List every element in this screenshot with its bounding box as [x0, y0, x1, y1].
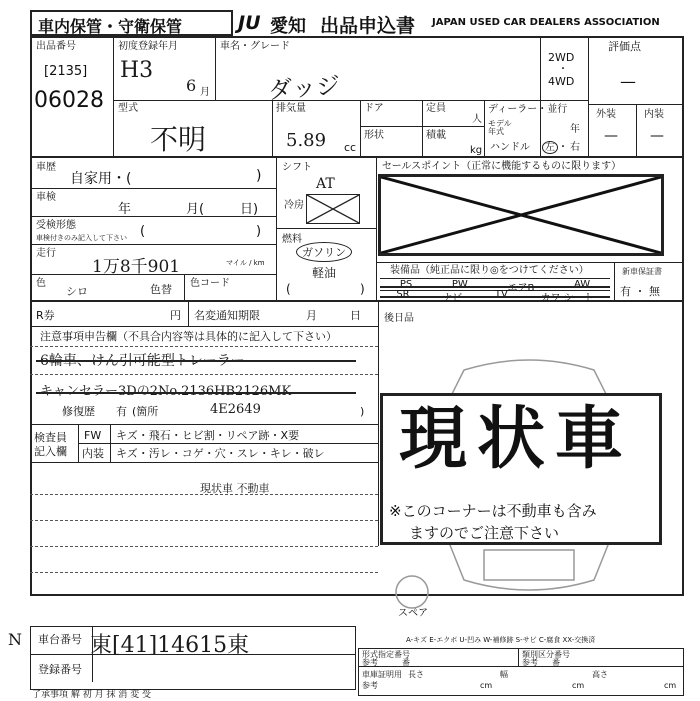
- divider: [614, 262, 615, 300]
- fw-label: FW: [84, 429, 102, 442]
- divider: [360, 100, 361, 156]
- cert-ref: 参考: [362, 681, 378, 690]
- form-spec-sub: 番: [402, 658, 410, 667]
- equip-leather[interactable]: カワ シート: [540, 293, 594, 304]
- color-change-label: 色替: [150, 283, 172, 296]
- width-label: 幅: [500, 670, 508, 679]
- equip-sr[interactable]: SR: [396, 289, 410, 300]
- usage-close: ): [256, 168, 262, 184]
- cross-icon: [307, 195, 359, 223]
- logo-mark: JU: [238, 12, 261, 34]
- spare-label: スペア: [398, 608, 428, 619]
- first-reg-label: 初度登録年月: [118, 41, 178, 52]
- divider: [540, 36, 541, 156]
- exterior-label: 外装: [596, 109, 616, 120]
- interior-label: 内装: [644, 109, 664, 120]
- equipment-label: 装備品（純正品に限り◎をつけてください）: [390, 265, 589, 276]
- divider: [636, 104, 637, 156]
- equip-airbag[interactable]: エアB: [507, 283, 535, 294]
- repair-value[interactable]: 有: [116, 405, 127, 418]
- inspector-remark: 現状車 不動車: [200, 482, 270, 495]
- color-code-label: 色コード: [190, 278, 230, 289]
- month-unit: 月: [200, 87, 210, 98]
- inspection-day: 日): [240, 202, 259, 217]
- equip-navi[interactable]: ナビ: [442, 293, 463, 304]
- name-change-month: 月: [306, 309, 317, 322]
- divider: [78, 443, 378, 444]
- category-label: 類別区分番号: [522, 650, 570, 659]
- storage-type: 車内保管・守衛保管: [38, 17, 183, 36]
- chassis-value: 東[41]14615東: [90, 633, 250, 658]
- divider: [272, 100, 273, 156]
- bottom-row: 了承事項 解 初 月 抹 消 変 受: [32, 690, 152, 700]
- usage-label: 車歴: [36, 162, 56, 173]
- r-ticket-unit: 円: [170, 309, 181, 322]
- category-ref: 参考: [522, 658, 538, 667]
- divider: [484, 100, 485, 156]
- drive-4wd: 4WD: [548, 75, 575, 88]
- inspection-form-open: (: [140, 224, 146, 239]
- divider: [378, 300, 379, 546]
- status-box: [380, 393, 662, 545]
- ac-label: 冷房: [284, 200, 304, 211]
- reg-month: 6: [186, 76, 197, 95]
- divider: [422, 100, 423, 156]
- divider: [30, 462, 378, 463]
- model-year-sub: 年式: [488, 127, 504, 136]
- divider: [360, 126, 484, 127]
- payload-unit: kg: [470, 145, 483, 156]
- drive-dot: ・: [558, 64, 568, 75]
- shift-value: AT: [316, 176, 335, 192]
- divider: [30, 188, 276, 189]
- strike: [36, 360, 356, 362]
- inspection-year: 年: [118, 202, 132, 217]
- notes-line1: 6輪車、けん引可能型トレーラー: [40, 353, 245, 369]
- handle-right[interactable]: 右: [570, 142, 580, 153]
- warranty-label: 新車保証書: [622, 267, 662, 276]
- car-name: ダッジ: [267, 71, 342, 105]
- divider: [376, 156, 377, 300]
- sales-points-crossed: [378, 174, 664, 256]
- dealer-label: ディーラー・並行: [488, 104, 568, 115]
- notes-line2: キャンセラー3Dの2No.2136HB2126MK: [40, 384, 292, 399]
- divider: [113, 100, 588, 101]
- chassis-label: 車台番号: [38, 633, 82, 646]
- category-sub: 番: [552, 658, 560, 667]
- status-note-line1: ※このコーナーは不動車も含み: [389, 502, 597, 520]
- mileage-unit: マイル / km: [226, 259, 265, 267]
- year-unit: 年: [570, 124, 580, 135]
- r-ticket-label: R券: [36, 309, 55, 322]
- cert-label: 車庫証明用: [362, 670, 402, 679]
- divider: [30, 244, 276, 245]
- cross-out-mark: [381, 177, 661, 253]
- strike: [36, 392, 356, 394]
- displacement-value: 5.89: [286, 130, 327, 151]
- rule: [30, 546, 378, 547]
- model-label: 型式: [118, 103, 138, 114]
- divider: [518, 648, 519, 666]
- lot-bracket-no: [2135]: [44, 64, 88, 79]
- shift-label: シフト: [282, 162, 312, 173]
- door-label: ドア: [364, 103, 384, 114]
- repair-place: (箇所: [132, 405, 159, 418]
- rule: [30, 346, 378, 347]
- divider: [188, 300, 189, 326]
- displacement-unit: cc: [344, 141, 357, 154]
- capacity-label: 定員: [426, 103, 446, 114]
- form-title: 出品申込書: [320, 15, 416, 37]
- int-items: キズ・汚レ・コゲ・穴・スレ・キレ・破レ: [116, 447, 325, 460]
- rule: [30, 572, 378, 573]
- equipment-row2: [380, 289, 610, 304]
- height-label: 高さ: [592, 670, 608, 679]
- length-label: 長さ: [408, 670, 424, 679]
- strike: [380, 296, 610, 298]
- later-date-label: 後日品: [384, 313, 414, 324]
- ac-checkbox[interactable]: [306, 194, 360, 224]
- divider: [215, 36, 216, 100]
- form-spec-label: 形式指定番号: [362, 650, 410, 659]
- interior-value: —: [650, 128, 664, 144]
- drive-2wd: 2WD: [548, 51, 575, 64]
- divider: [184, 274, 185, 300]
- damage-legend: A-キズ E-エクボ U-凹み W-補修跡 S-サビ C-腐食 XX-交換済: [406, 636, 596, 644]
- era-year: H3: [120, 58, 154, 83]
- handle-left[interactable]: 左: [542, 141, 558, 154]
- color-value: シロ: [66, 285, 88, 298]
- equip-aw[interactable]: AW: [573, 279, 591, 290]
- mileage-label: 走行: [36, 248, 56, 259]
- shape-label: 形状: [364, 130, 384, 141]
- fuel-diesel[interactable]: 軽油: [312, 266, 337, 280]
- handle-label: ハンドル: [490, 142, 530, 153]
- fuel-close: ): [360, 282, 365, 296]
- warranty-options[interactable]: 有 ・ 無: [620, 285, 660, 298]
- rating-value: —: [620, 72, 636, 91]
- lot-label: 出品番号: [36, 41, 76, 52]
- status-note-line2: ますのでご注意下さい: [409, 524, 560, 542]
- equip-tv[interactable]: TV: [494, 289, 508, 300]
- displacement-label: 排気量: [276, 103, 306, 114]
- equip-ps[interactable]: PS: [399, 279, 413, 290]
- rating-label: 評価点: [608, 40, 641, 53]
- divider: [30, 424, 378, 425]
- org-name: 愛知: [270, 16, 306, 37]
- inspection-label: 車検: [36, 192, 56, 203]
- usage-value: 自家用・(: [70, 171, 132, 187]
- inspector-label1: 検査員: [34, 431, 67, 444]
- divider: [113, 36, 114, 156]
- inspection-form-close: ): [256, 224, 262, 239]
- status-title: 現状車: [399, 400, 634, 479]
- equip-pw[interactable]: PW: [451, 279, 468, 290]
- model-year-label: モデル: [488, 119, 512, 128]
- name-change-day: 日: [350, 309, 361, 322]
- reg-no-label: 登録番号: [38, 663, 82, 676]
- color-label: 色: [36, 278, 46, 289]
- divider: [376, 262, 684, 263]
- divider: [30, 326, 378, 327]
- int-label: 内装: [82, 447, 104, 460]
- notes-line2b: 4E2649: [210, 402, 261, 417]
- name-grade-label: 車名・グレード: [220, 41, 290, 52]
- payload-label: 積載: [426, 130, 446, 141]
- fw-items: キズ・飛石・ヒビ割・リペア跡・X要: [116, 429, 300, 442]
- notes-label: 注意事項申告欄（不具合内容等は具体的に記入して下さい）: [40, 330, 337, 343]
- footer-mark: N: [8, 630, 22, 649]
- rule: [30, 520, 378, 521]
- length-unit: cm: [480, 681, 493, 690]
- exterior-value: —: [604, 128, 618, 144]
- repair-close: ): [360, 405, 365, 418]
- rule: [30, 494, 378, 495]
- fuel-label: 燃料: [282, 234, 302, 245]
- model-value: 不明: [150, 123, 207, 156]
- divider: [276, 228, 376, 229]
- inspection-form-label: 受検形態: [36, 220, 76, 231]
- divider: [588, 36, 589, 156]
- mileage-value: 1万8千901: [92, 257, 181, 277]
- lot-number: 06028: [34, 88, 104, 113]
- fuel-gasoline[interactable]: ガソリン: [296, 242, 352, 262]
- form-spec-ref: 参考: [362, 658, 378, 667]
- inspection-month: 月(: [186, 202, 205, 217]
- inspector-label2: 記入欄: [34, 445, 67, 458]
- width-unit: cm: [572, 681, 585, 690]
- name-change-label: 名変通知期限: [194, 309, 260, 322]
- fuel-open: (: [286, 282, 291, 296]
- sales-points-label: セールスポイント（正常に機能するものに限ります）: [382, 161, 622, 172]
- repair-label: 修復歴: [62, 405, 95, 418]
- height-unit: cm: [664, 681, 677, 690]
- strike: [380, 286, 610, 288]
- inspection-form-note: 車検付きのみ記入して下さい: [36, 234, 127, 242]
- handle-sep: ・: [558, 142, 568, 153]
- divider: [30, 156, 684, 158]
- storage-type-box: [30, 10, 233, 36]
- rule: [30, 374, 378, 375]
- capacity-unit: 人: [472, 114, 482, 125]
- org-english: JAPAN USED CAR DEALERS ASSOCIATION: [432, 17, 660, 28]
